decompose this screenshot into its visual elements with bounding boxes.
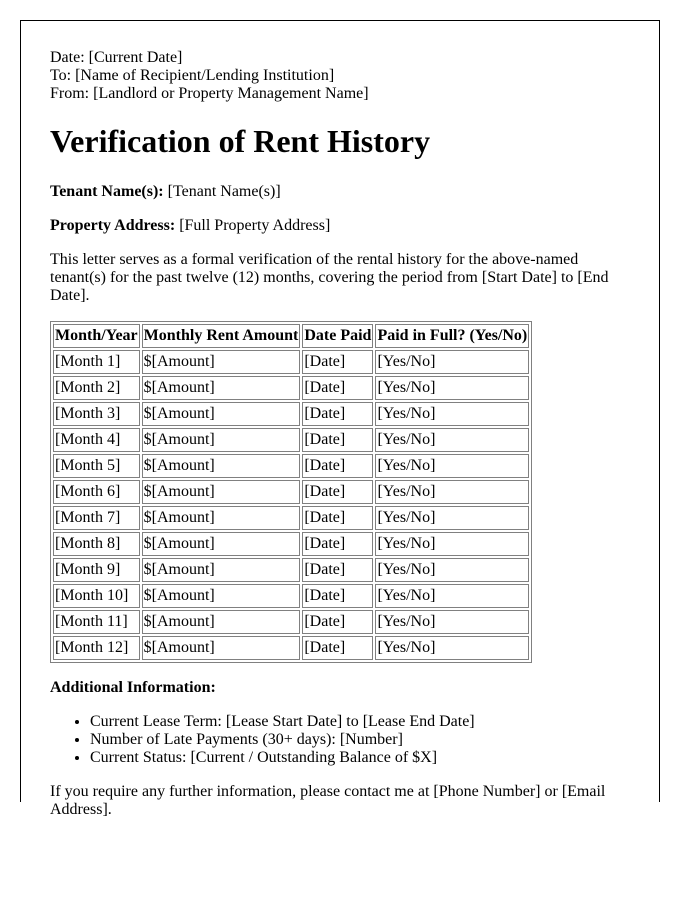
- cell-paid-in-full: [Yes/No]: [375, 610, 529, 634]
- header-to: To: [Name of Recipient/Lending Institution]: [50, 67, 335, 84]
- table-row: [53, 376, 529, 400]
- cell-paid-in-full: [Yes/No]: [375, 480, 529, 504]
- cell-date-paid: [Date]: [302, 532, 373, 556]
- tenant-line: [50, 183, 630, 201]
- intro-paragraph: This letter serves as a formal verification of the rental history for the above-named tenant(s) for the past twelve (12) months, covering the period from [Start Date] to [End Date].: [50, 251, 609, 304]
- property-label: Property Address:: [50, 217, 176, 234]
- cell-date-paid: [Date]: [302, 402, 373, 426]
- col-header-rent: Monthly Rent Amount: [142, 324, 301, 348]
- cell-date-paid: [Date]: [302, 454, 373, 478]
- tenant-value: [Tenant Name(s)]: [167, 183, 281, 200]
- cell-month: [Month 1]: [53, 350, 140, 374]
- cell-paid-in-full: [Yes/No]: [375, 506, 529, 530]
- table-row: [53, 480, 529, 504]
- cell-date-paid: [Date]: [302, 636, 373, 660]
- cell-rent-amount: $[Amount]: [142, 428, 301, 452]
- cell-month: [Month 10]: [53, 584, 140, 608]
- list-item: • Current Lease Term: [Lease Start Date] to [Lease End Date]: [90, 713, 630, 731]
- cell-month: [Month 7]: [53, 506, 140, 530]
- cell-paid-in-full: [Yes/No]: [375, 636, 529, 660]
- cell-month: [Month 4]: [53, 428, 140, 452]
- cell-month: [Month 12]: [53, 636, 140, 660]
- page-title: Verification of Rent History: [50, 123, 431, 159]
- table-row: [53, 558, 529, 582]
- letter-header: [50, 49, 630, 103]
- cell-date-paid: [Date]: [302, 428, 373, 452]
- col-header-paid-full: Paid in Full? (Yes/No): [375, 324, 529, 348]
- header-from: From: [Landlord or Property Management Name]: [50, 85, 369, 102]
- cell-rent-amount: $[Amount]: [142, 584, 301, 608]
- cell-rent-amount: $[Amount]: [142, 350, 301, 374]
- cell-date-paid: [Date]: [302, 610, 373, 634]
- cell-rent-amount: $[Amount]: [142, 506, 301, 530]
- header-date: Date: [Current Date]: [50, 49, 183, 66]
- additional-info-list: [50, 713, 630, 767]
- closing-paragraph: If you require any further information, please contact me at [Phone Number] or [Email Address].: [50, 783, 606, 818]
- cell-paid-in-full: [Yes/No]: [375, 376, 529, 400]
- cell-paid-in-full: [Yes/No]: [375, 350, 529, 374]
- cell-month: [Month 5]: [53, 454, 140, 478]
- property-value: [Full Property Address]: [179, 217, 331, 234]
- cell-date-paid: [Date]: [302, 558, 373, 582]
- cell-rent-amount: $[Amount]: [142, 636, 301, 660]
- cell-month: [Month 2]: [53, 376, 140, 400]
- cell-date-paid: [Date]: [302, 584, 373, 608]
- table-row: [53, 636, 529, 660]
- table-row: [53, 350, 529, 374]
- property-line: [50, 217, 630, 235]
- rent-history-table: [50, 321, 532, 663]
- cell-rent-amount: $[Amount]: [142, 454, 301, 478]
- list-item: • Number of Late Payments (30+ days): [Number]: [90, 731, 630, 749]
- table-row: [53, 454, 529, 478]
- table-row: [53, 610, 529, 634]
- cell-paid-in-full: [Yes/No]: [375, 428, 529, 452]
- letter-content: [50, 49, 630, 835]
- list-item: • Current Status: [Current / Outstanding Balance of $X]: [90, 749, 630, 767]
- col-header-date-paid: Date Paid: [302, 324, 373, 348]
- cell-month: [Month 3]: [53, 402, 140, 426]
- tenant-label: Tenant Name(s):: [50, 183, 164, 200]
- cell-rent-amount: $[Amount]: [142, 376, 301, 400]
- cell-rent-amount: $[Amount]: [142, 610, 301, 634]
- table-row: [53, 428, 529, 452]
- cell-month: [Month 8]: [53, 532, 140, 556]
- col-header-month: Month/Year: [53, 324, 140, 348]
- cell-month: [Month 6]: [53, 480, 140, 504]
- cell-paid-in-full: [Yes/No]: [375, 584, 529, 608]
- cell-date-paid: [Date]: [302, 506, 373, 530]
- table-row: [53, 584, 529, 608]
- cell-date-paid: [Date]: [302, 376, 373, 400]
- cell-rent-amount: $[Amount]: [142, 558, 301, 582]
- cell-month: [Month 11]: [53, 610, 140, 634]
- cell-paid-in-full: [Yes/No]: [375, 558, 529, 582]
- table-row: [53, 532, 529, 556]
- cell-paid-in-full: [Yes/No]: [375, 402, 529, 426]
- table-row: [53, 506, 529, 530]
- cell-rent-amount: $[Amount]: [142, 480, 301, 504]
- letter-page: [20, 20, 660, 818]
- cell-month: [Month 9]: [53, 558, 140, 582]
- cell-date-paid: [Date]: [302, 480, 373, 504]
- cell-rent-amount: $[Amount]: [142, 532, 301, 556]
- additional-info-title: Additional Information:: [50, 679, 216, 696]
- table-row: [53, 402, 529, 426]
- cell-date-paid: [Date]: [302, 350, 373, 374]
- cell-rent-amount: $[Amount]: [142, 402, 301, 426]
- table-header-row: [53, 324, 529, 348]
- cell-paid-in-full: [Yes/No]: [375, 532, 529, 556]
- cell-paid-in-full: [Yes/No]: [375, 454, 529, 478]
